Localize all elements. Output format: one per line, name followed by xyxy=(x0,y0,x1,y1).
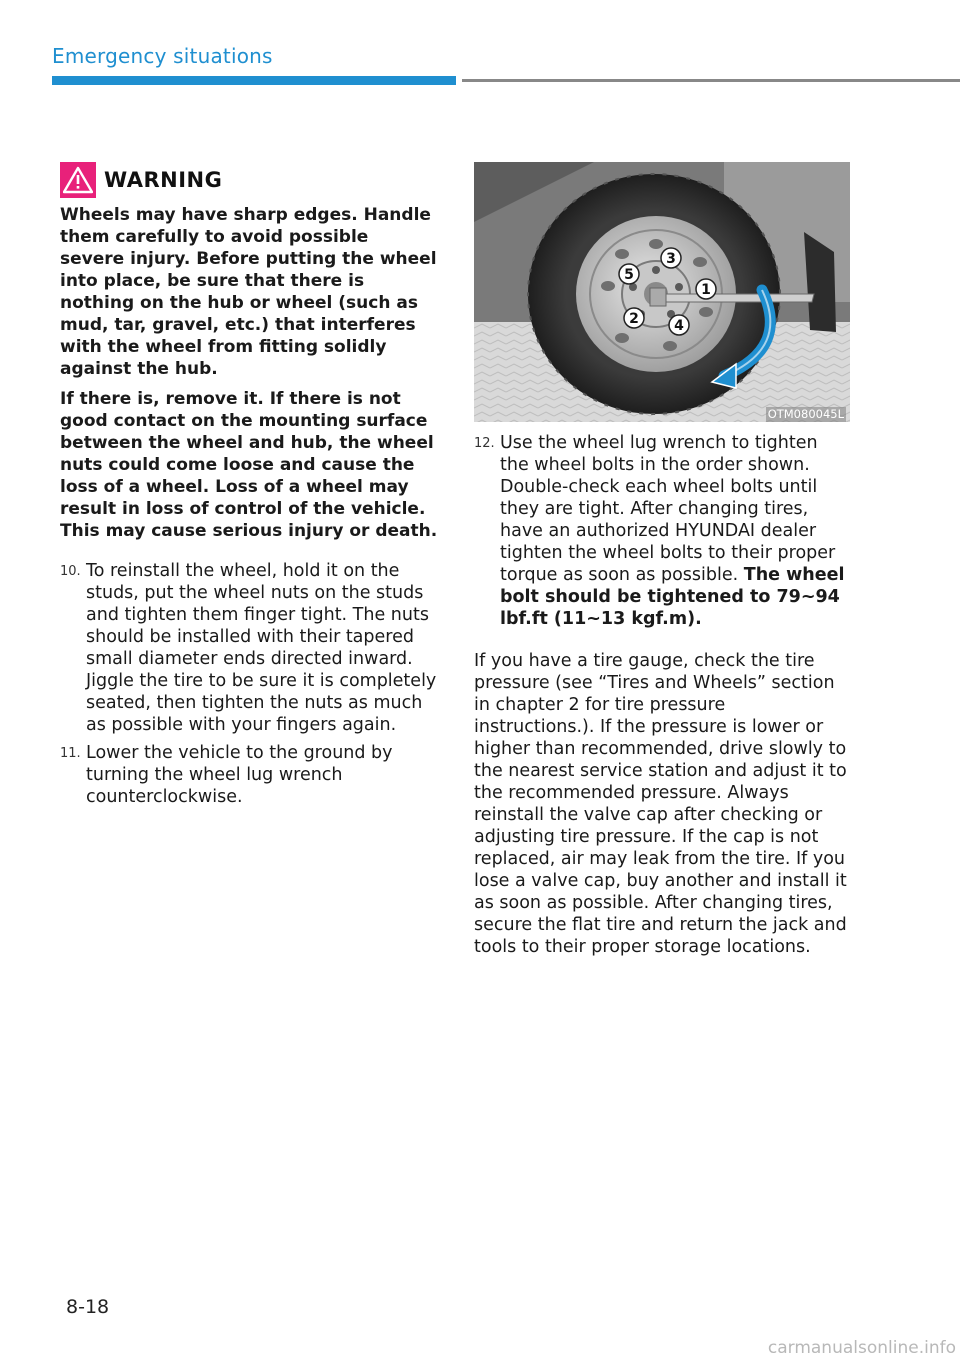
warning-paragraph: Wheels may have sharp edges. Handle them carefully to avoid possible severe injury. Before putting the wheel into place, be sure that there is nothing on the hub or wheel (such as mud, tar, gravel, etc.) that interferes with the wheel from fitting solidly against the hub. xyxy=(60,205,437,379)
wheel-tightening-diagram xyxy=(474,162,850,422)
section-title: Emergency situations xyxy=(52,44,273,68)
step-list xyxy=(60,560,438,808)
body-paragraph: If you have a tire gauge, check the tire pressure (see “Tires and Wheels” section in chapter 2 for tire pressure instructions.). If the pressure is lower or higher than recommended, drive slowly to the nearest service station and adjust it to the recommended pressure. Always reinstall the valve cap after checking or adjusting tire pressure. If the cap is not replaced, air may leak from the tire. If you lose a valve cap, buy another and install it as soon as possible. After changing tires, secure the flat tire and return the jack and tools to their proper storage locations. xyxy=(474,651,847,957)
step-text: Use the wheel lug wrench to tighten the wheel bolts in the order shown. Double-check each wheel bolts until they are tight. After changing tires, have an authorized HYUNDAI dealer tighten the wheel bolts to their proper torque as soon as possible. xyxy=(500,433,836,585)
right-column xyxy=(474,162,850,958)
bolt-label: 1 xyxy=(701,282,711,298)
page-number: 8-18 xyxy=(66,1296,110,1318)
figure-code: OTM080045L xyxy=(767,407,844,421)
step-text: Lower the vehicle to the ground by turning the wheel lug wrench counterclockwise. xyxy=(86,743,393,807)
watermark: carmanualsonline.info xyxy=(767,1338,956,1358)
header-accent-bar xyxy=(52,76,456,85)
step-item xyxy=(60,742,438,808)
bolt-label: 5 xyxy=(624,267,634,283)
left-column xyxy=(60,160,438,814)
bolt-label: 3 xyxy=(666,251,676,267)
step-bold-text: The wheel bolt should be tightened to 79~94 lbf.ft (11~13 kgf.m). xyxy=(500,565,845,629)
bolt-label: 4 xyxy=(674,318,684,334)
warning-heading xyxy=(60,160,438,200)
bolt-label: 2 xyxy=(629,311,639,327)
step-number: 11. xyxy=(60,746,81,761)
warning-label: WARNING xyxy=(104,168,223,192)
step-item xyxy=(474,432,850,630)
step-number: 12. xyxy=(474,436,495,451)
wheel-illustration xyxy=(474,162,850,422)
warning-triangle-icon xyxy=(60,162,96,198)
step-text: To reinstall the wheel, hold it on the studs, put the wheel nuts on the studs and tighten them finger tight. The nuts should be installed with their tapered small diameter ends directed inward. Jiggle the tire to be sure it is completely seated, then tighten the nuts as much as possible with your fingers again. xyxy=(86,561,437,735)
step-item xyxy=(60,560,438,736)
step-number: 10. xyxy=(60,564,81,579)
header-rule xyxy=(462,79,960,82)
warning-paragraph: If there is, remove it. If there is not good contact on the mounting surface between the wheel and hub, the wheel nuts could come loose and cause the loss of a wheel. Loss of a wheel may result in loss of control of the vehicle. This may cause serious injury or death. xyxy=(60,389,438,541)
